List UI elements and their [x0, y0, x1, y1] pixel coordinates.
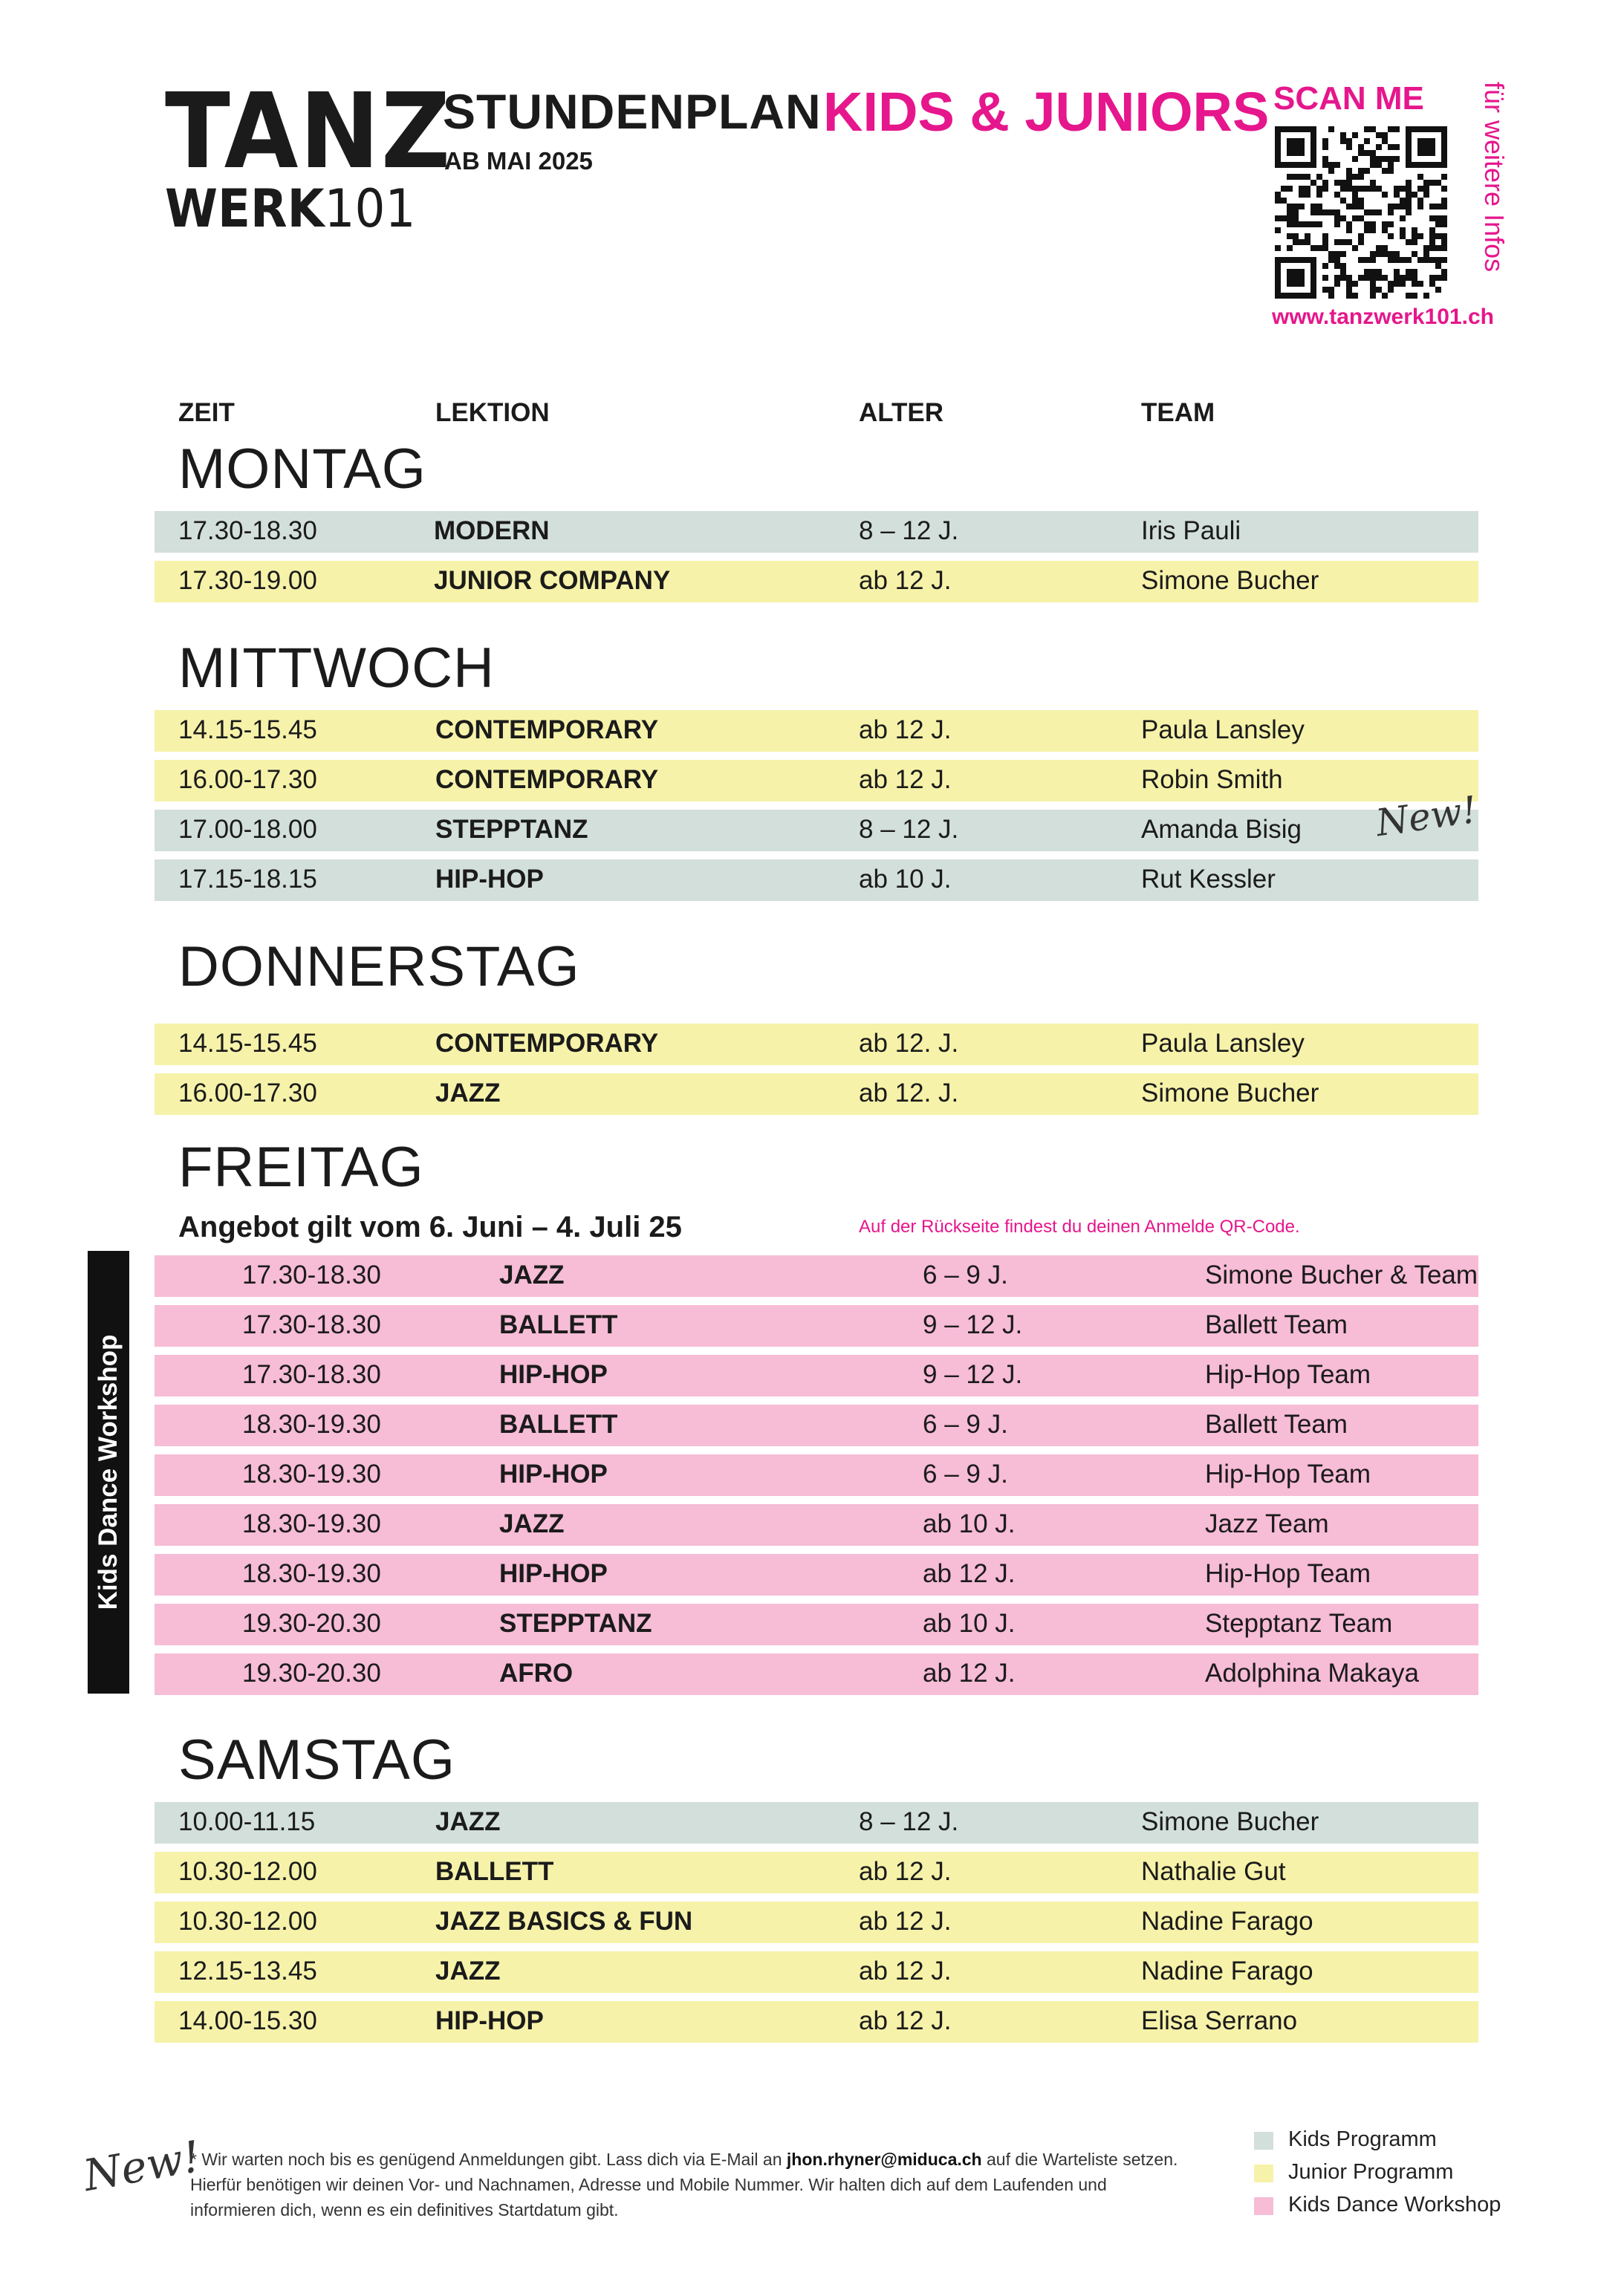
cell-zeit: 18.30-19.30	[242, 1509, 381, 1538]
cell-alter: ab 12 J.	[859, 1907, 952, 1936]
freitag-row	[155, 1554, 1478, 1596]
cell-alter: ab 12 J.	[859, 765, 952, 794]
kids-dance-workshop-label	[88, 1251, 129, 1694]
cell-team: Hip-Hop Team	[1205, 1460, 1371, 1489]
cell-lektion: BALLETT	[499, 1410, 618, 1439]
cell-zeit: 19.30-20.30	[242, 1609, 381, 1638]
cell-lektion: JAZZ	[435, 1807, 501, 1836]
page-subtitle: AB MAI 2025	[444, 147, 593, 175]
cell-team: Rut Kessler	[1141, 865, 1276, 894]
legend-swatch-gray	[1254, 2132, 1273, 2150]
cell-team: Paula Lansley	[1141, 1029, 1305, 1058]
day-montag: MONTAG	[178, 438, 426, 501]
cell-alter: ab 10 J.	[859, 865, 952, 894]
day-donnerstag: DONNERSTAG	[178, 935, 580, 998]
cell-lektion: CONTEMPORARY	[435, 765, 659, 794]
cell-lektion: HIP-HOP	[435, 2006, 544, 2035]
footer-line-1-post: auf die Warteliste setzen.	[981, 2150, 1178, 2169]
legend-swatch-yellow	[1254, 2165, 1273, 2182]
cell-alter: 8 – 12 J.	[859, 1807, 959, 1836]
cell-zeit: 12.15-13.45	[178, 1957, 317, 1986]
cell-lektion: STEPPTANZ	[499, 1609, 652, 1638]
logo-line-1: TANZ	[165, 71, 452, 192]
cell-zeit: 18.30-19.30	[242, 1559, 381, 1588]
logo-101: 101	[324, 178, 416, 239]
side-label-text: Kids Dance Workshop	[94, 1334, 123, 1610]
freitag-row	[155, 1604, 1478, 1645]
website-link[interactable]: www.tanzwerk101.ch	[1272, 305, 1495, 329]
cell-lektion: JAZZ BASICS & FUN	[435, 1907, 693, 1936]
cell-lektion: CONTEMPORARY	[435, 1029, 659, 1058]
donnerstag-row	[155, 1024, 1478, 1065]
cell-lektion: HIP-HOP	[499, 1559, 608, 1588]
cell-zeit: 17.15-18.15	[178, 865, 317, 894]
day-freitag: FREITAG	[178, 1136, 424, 1199]
cell-team: Jazz Team	[1205, 1509, 1329, 1538]
cell-zeit: 18.30-19.30	[242, 1410, 381, 1439]
freitag-row	[155, 1305, 1478, 1347]
mittwoch-row	[155, 859, 1478, 901]
cell-alter: ab 12. J.	[859, 1079, 959, 1108]
cell-zeit: 18.30-19.30	[242, 1460, 381, 1489]
cell-zeit: 17.30-18.30	[178, 516, 317, 545]
cell-zeit: 14.15-15.45	[178, 715, 317, 744]
cell-team: Ballett Team	[1205, 1310, 1348, 1339]
cell-zeit: 17.30-19.00	[178, 566, 317, 595]
freitag-row	[155, 1454, 1478, 1496]
freitag-row	[155, 1653, 1478, 1695]
cell-alter: ab 12 J.	[859, 715, 952, 744]
cell-zeit: 17.00-18.00	[178, 815, 317, 844]
logo	[165, 71, 452, 239]
cell-alter: 8 – 12 J.	[859, 815, 959, 844]
cell-zeit: 10.30-12.00	[178, 1857, 317, 1886]
cell-lektion: BALLETT	[435, 1857, 554, 1886]
cell-alter: 6 – 9 J.	[923, 1261, 1008, 1290]
footer-email-link[interactable]: jhon.rhyner@miduca.ch	[786, 2150, 982, 2169]
day-mittwoch: MITTWOCH	[178, 637, 495, 700]
cell-alter: ab 12 J.	[859, 1957, 952, 1986]
cell-alter: ab 12. J.	[859, 1029, 959, 1058]
samstag-row	[155, 2001, 1478, 2043]
cell-zeit: 17.30-18.30	[242, 1360, 381, 1389]
cell-alter: 6 – 9 J.	[923, 1410, 1008, 1439]
legend-label: Kids Dance Workshop	[1288, 2193, 1501, 2217]
samstag-row	[155, 1902, 1478, 1943]
legend-label: Kids Programm	[1288, 2127, 1437, 2151]
column-header-team: TEAM	[1141, 398, 1215, 427]
cell-team: Nathalie Gut	[1141, 1857, 1286, 1886]
footer-line-2: Hierfür benötigen wir deinen Vor- und Nachnamen, Adresse und Mobile Nummer. Wir halten dich auf dem Laufenden und	[190, 2175, 1107, 2194]
cell-lektion: HIP-HOP	[499, 1360, 608, 1389]
cell-zeit: 17.30-18.30	[242, 1310, 381, 1339]
freitag-row	[155, 1504, 1478, 1546]
cell-zeit: 16.00-17.30	[178, 1079, 317, 1108]
cell-alter: ab 12 J.	[859, 566, 952, 595]
cell-alter: 6 – 9 J.	[923, 1460, 1008, 1489]
column-header-alter: ALTER	[859, 398, 944, 427]
cell-lektion: CONTEMPORARY	[435, 715, 659, 744]
cell-alter: ab 10 J.	[923, 1509, 1016, 1538]
footer-note	[190, 2147, 1245, 2222]
cell-zeit: 10.30-12.00	[178, 1907, 317, 1936]
cell-zeit: 14.15-15.45	[178, 1029, 317, 1058]
freitag-row	[155, 1355, 1478, 1396]
footer-line-3: informieren dich, wenn es ein definitives Startdatum gibt.	[190, 2200, 619, 2219]
cell-team: Adolphina Makaya	[1205, 1659, 1419, 1688]
cell-lektion: JAZZ	[435, 1957, 501, 1986]
mittwoch-row	[155, 810, 1478, 851]
donnerstag-row	[155, 1073, 1478, 1115]
more-info-note: für weitere Infos	[1479, 82, 1510, 273]
column-header-lektion: LEKTION	[435, 398, 550, 427]
new-mark-stepptanz: New!	[1373, 787, 1480, 845]
cell-team: Robin Smith	[1141, 765, 1283, 794]
cell-lektion: JUNIOR COMPANY	[434, 566, 671, 595]
cell-team: Simone Bucher	[1141, 566, 1319, 595]
footer-line-1-pre: * Wir warten noch bis es genügend Anmeldungen gibt. Lass dich via E-Mail an	[190, 2150, 787, 2169]
cell-team: Simone Bucher	[1141, 1807, 1319, 1836]
cell-zeit: 17.30-18.30	[242, 1261, 381, 1290]
cell-alter: 9 – 12 J.	[923, 1360, 1023, 1389]
samstag-row	[155, 1802, 1478, 1844]
cell-team: Hip-Hop Team	[1205, 1360, 1371, 1389]
cell-zeit: 14.00-15.30	[178, 2006, 317, 2035]
cell-team: Nadine Farago	[1141, 1907, 1313, 1936]
cell-lektion: HIP-HOP	[435, 865, 544, 894]
cell-alter: 8 – 12 J.	[859, 516, 959, 545]
legend-label: Junior Programm	[1288, 2160, 1454, 2184]
freitag-row	[155, 1255, 1478, 1297]
cell-lektion: AFRO	[499, 1659, 574, 1688]
cell-lektion: STEPPTANZ	[435, 815, 588, 844]
cell-team: Ballett Team	[1205, 1410, 1348, 1439]
audience-title: KIDS & JUNIORS	[823, 81, 1270, 143]
scan-me-label: SCAN ME	[1273, 80, 1424, 117]
cell-team: Simone Bucher	[1141, 1079, 1319, 1108]
cell-alter: ab 12 J.	[859, 1857, 952, 1886]
cell-lektion: JAZZ	[499, 1509, 565, 1538]
new-mark-footer: New!	[79, 2130, 204, 2202]
cell-zeit: 10.00-11.15	[178, 1807, 316, 1836]
cell-team: Paula Lansley	[1141, 715, 1305, 744]
cell-lektion: BALLETT	[499, 1310, 618, 1339]
cell-alter: ab 10 J.	[923, 1609, 1016, 1638]
cell-zeit: 19.30-20.30	[242, 1659, 381, 1688]
cell-team: Amanda Bisig	[1141, 815, 1302, 844]
cell-zeit: 16.00-17.30	[178, 765, 317, 794]
logo-werk: WERK	[165, 178, 325, 239]
montag-row	[155, 561, 1478, 602]
footer-line-1	[190, 2147, 1245, 2172]
cell-alter: ab 12 J.	[923, 1559, 1016, 1588]
montag-row	[155, 511, 1478, 553]
cell-team: Simone Bucher & Team	[1205, 1261, 1478, 1290]
page-title: STUNDENPLAN	[443, 84, 822, 139]
freitag-offer-period: Angebot gilt vom 6. Juni – 4. Juli 25	[178, 1211, 682, 1243]
cell-alter: ab 12 J.	[859, 2006, 952, 2035]
qr-code-icon[interactable]	[1275, 126, 1447, 299]
samstag-row	[155, 1951, 1478, 1993]
cell-team: Stepptanz Team	[1205, 1609, 1393, 1638]
cell-team: Elisa Serrano	[1141, 2006, 1298, 2035]
cell-lektion: JAZZ	[499, 1261, 565, 1290]
cell-team: Iris Pauli	[1141, 516, 1241, 545]
logo-line-2	[165, 178, 416, 239]
column-header-zeit: ZEIT	[178, 398, 235, 427]
legend-swatch-pink	[1254, 2197, 1273, 2215]
mittwoch-row	[155, 710, 1478, 752]
cell-alter: ab 12 J.	[923, 1659, 1016, 1688]
freitag-registration-note: Auf der Rückseite findest du deinen Anmelde QR-Code.	[859, 1217, 1300, 1237]
freitag-row	[155, 1405, 1478, 1446]
cell-team: Hip-Hop Team	[1205, 1559, 1371, 1588]
cell-alter: 9 – 12 J.	[923, 1310, 1023, 1339]
day-samstag: SAMSTAG	[178, 1728, 455, 1792]
samstag-row	[155, 1852, 1478, 1893]
cell-team: Nadine Farago	[1141, 1957, 1313, 1986]
cell-lektion: JAZZ	[435, 1079, 501, 1108]
cell-lektion: HIP-HOP	[499, 1460, 608, 1489]
cell-lektion: MODERN	[434, 516, 550, 545]
mittwoch-row	[155, 760, 1478, 801]
